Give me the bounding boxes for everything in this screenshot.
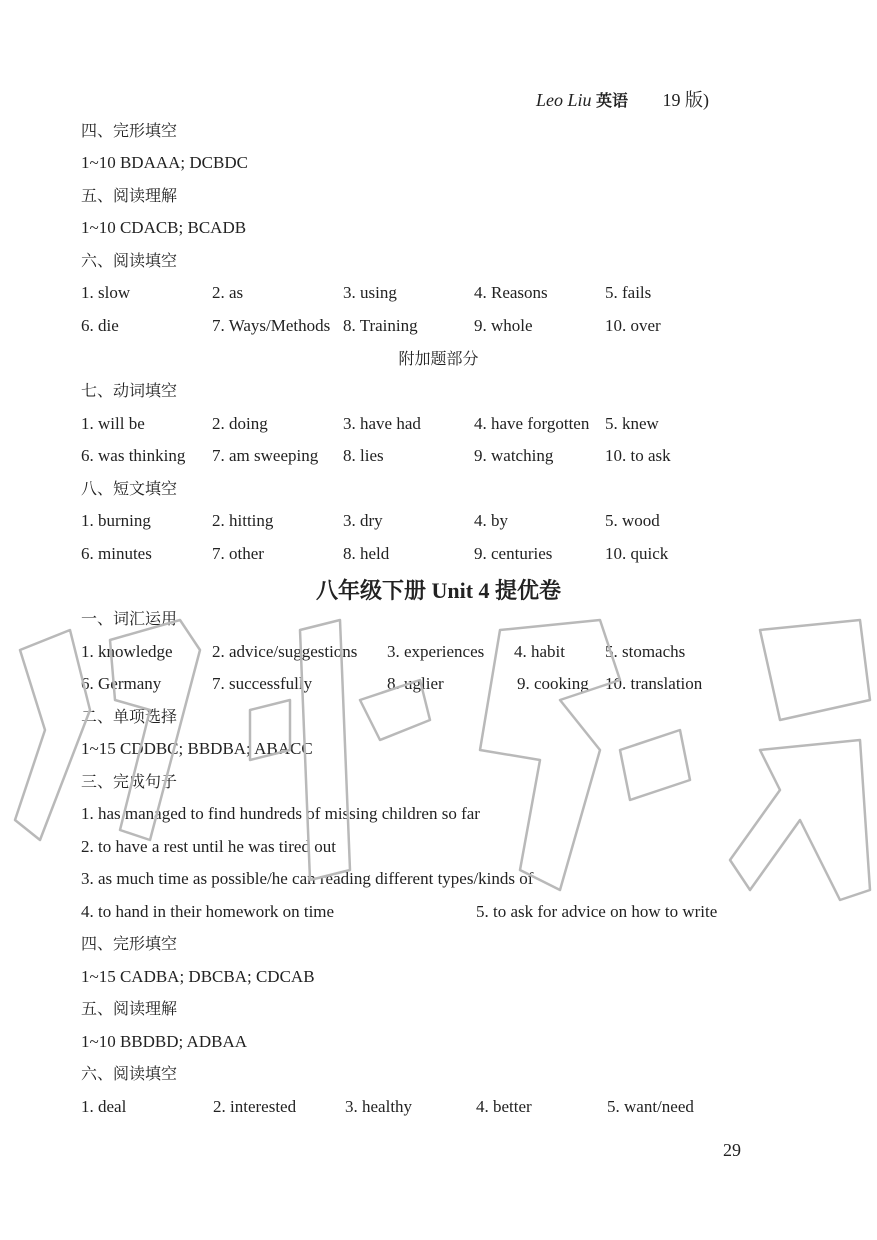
answer-cell: 3. healthy: [345, 1097, 413, 1116]
answer-cell: 1. deal: [81, 1097, 127, 1116]
answer-cell: 6. was thinking: [81, 446, 186, 465]
answer-cell: 4. by: [474, 511, 508, 530]
answer-cell: 8. Training: [343, 316, 418, 335]
answer-cell: 1. knowledge: [81, 642, 173, 661]
sentence-answer: 1. has managed to find hundreds of missing children so far: [81, 804, 480, 823]
section-heading-reading: 五、阅读理解: [81, 999, 178, 1018]
answer-cell: 7. Ways/Methods: [212, 316, 331, 335]
answer-row: [0, 445, 877, 467]
brand-cn: 英语: [596, 91, 629, 110]
section-heading-complete-sentences: 三、完成句子: [81, 772, 178, 791]
answer-cell: 10. quick: [605, 544, 669, 563]
answer-line-cloze: 1~10 BDAAA; DCBDC: [81, 153, 248, 172]
page-number: 29: [723, 1140, 741, 1160]
answer-cell: 5. want/need: [607, 1097, 694, 1116]
answer-cell: 4. better: [476, 1097, 532, 1116]
bonus-section-title: 附加题部分: [398, 349, 479, 368]
unit-title-grade: 八年级下册: [315, 579, 426, 604]
answer-row: [0, 673, 877, 695]
unit-title-paper: 提优卷: [495, 579, 562, 604]
answer-cell: 2. advice/suggestions: [212, 642, 358, 661]
answer-cell: 9. cooking: [517, 674, 589, 693]
edition-label: 19 版): [662, 90, 710, 110]
answer-cell: 2. interested: [213, 1097, 297, 1116]
answer-row: [0, 543, 877, 565]
sentence-answer: 3. as much time as possible/he can reading different types/kinds of: [81, 869, 534, 888]
answer-cell: 3. have had: [343, 414, 421, 433]
section-heading-passage-fill: 八、短文填空: [81, 479, 178, 498]
answer-cell: 5. fails: [605, 283, 652, 302]
section-heading-reading-fill: 六、阅读填空: [81, 251, 178, 270]
section-heading-single-choice: 二、单项选择: [81, 707, 178, 726]
unit-title-unit: Unit 4: [431, 578, 490, 603]
answer-line-reading: 1~10 CDACB; BCADB: [81, 218, 247, 237]
answer-cell: 1. will be: [81, 414, 145, 433]
answer-cell: 8. uglier: [387, 674, 444, 693]
answer-cell: 7. successfully: [212, 674, 313, 693]
answer-cell: 3. dry: [343, 511, 383, 530]
answer-line-cloze: 1~15 CADBA; DBCBA; CDCAB: [81, 967, 315, 986]
section-heading-cloze: 四、完形填空: [81, 121, 178, 140]
answer-cell: 1. slow: [81, 283, 131, 302]
sentence-answer: 2. to have a rest until he was tired out: [81, 837, 336, 856]
section-heading-reading-fill: 六、阅读填空: [81, 1064, 178, 1083]
answer-cell: 2. as: [212, 283, 244, 302]
answer-row: [0, 1096, 877, 1118]
answer-row: [0, 641, 877, 663]
answer-row: [0, 282, 877, 304]
answer-cell: 3. experiences: [387, 642, 485, 661]
answer-cell: 10. translation: [605, 674, 703, 693]
answer-cell: 7. am sweeping: [212, 446, 319, 465]
answer-cell: 9. whole: [474, 316, 533, 335]
section-heading-cloze: 四、完形填空: [81, 934, 178, 953]
section-heading-verb-fill: 七、动词填空: [81, 381, 178, 400]
section-heading-reading: 五、阅读理解: [81, 186, 178, 205]
page-header: [536, 86, 709, 112]
answer-cell: 5. wood: [605, 511, 660, 530]
answer-cell: 5. knew: [605, 414, 659, 433]
answer-row: [0, 510, 877, 532]
sentence-answer: 4. to hand in their homework on time: [81, 902, 335, 921]
answer-cell: 9. centuries: [474, 544, 553, 563]
answer-cell: 10. to ask: [605, 446, 671, 465]
answer-cell: 10. over: [605, 316, 661, 335]
answer-line-reading: 1~10 BBDBD; ADBAA: [81, 1032, 247, 1051]
answer-cell: 6. Germany: [81, 674, 162, 693]
answer-cell: 8. lies: [343, 446, 384, 465]
answer-row: [0, 315, 877, 337]
answer-cell: 1. burning: [81, 511, 151, 530]
answer-cell: 6. minutes: [81, 544, 152, 563]
answer-cell: 2. doing: [212, 414, 268, 433]
answer-cell: 7. other: [212, 544, 264, 563]
answer-cell: 6. die: [81, 316, 119, 335]
answer-row: [0, 413, 877, 435]
answer-line-single-choice: 1~15 CDDBC; BBDBA; ABACC: [81, 739, 313, 758]
answer-cell: 3. using: [343, 283, 397, 302]
answer-cell: 2. hitting: [212, 511, 274, 530]
answer-cell: 4. have forgotten: [474, 414, 590, 433]
unit-title: [0, 574, 877, 605]
answer-cell: 5. stomachs: [605, 642, 686, 661]
answer-cell: 4. Reasons: [474, 283, 548, 302]
section-heading-vocabulary: 一、词汇运用: [81, 609, 178, 628]
answer-cell: 8. held: [343, 544, 390, 563]
answer-cell: 9. watching: [474, 446, 554, 465]
answer-cell: 4. habit: [514, 642, 565, 661]
sentence-answer: 5. to ask for advice on how to write: [476, 902, 718, 921]
brand-script: Leo Liu: [536, 90, 592, 110]
